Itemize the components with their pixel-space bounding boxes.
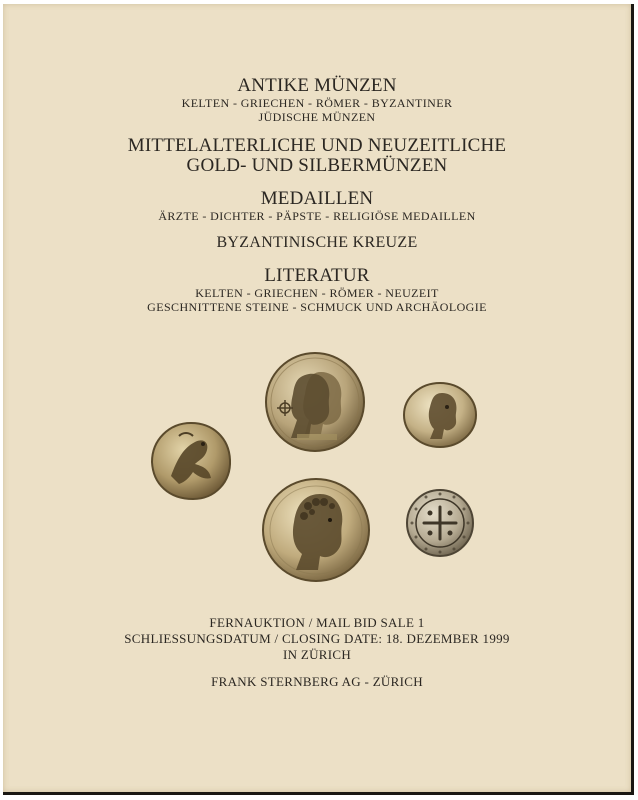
antike-subtitle-2: JÜDISCHE MÜNZEN: [258, 110, 376, 124]
mittelalter-title-2: GOLD- UND SILBERMÜNZEN: [186, 155, 448, 176]
antike-title: ANTIKE MÜNZEN: [237, 75, 397, 96]
medaillen-title: MEDAILLEN: [260, 188, 374, 209]
sale-title: FERNAUKTION / MAIL BID SALE 1: [209, 615, 425, 630]
literatur-title: LITERATUR: [264, 265, 370, 286]
antike-subtitle-1: KELTEN - GRIECHEN - RÖMER - BYZANTINER: [181, 96, 453, 110]
closing-date: SCHLIESSUNGSDATUM / CLOSING DATE: 18. DEZEMBER 1999: [124, 631, 510, 646]
right-border: [631, 4, 634, 792]
eagle-coin: [149, 420, 233, 502]
bottom-border: [3, 792, 634, 795]
publisher-name: FRANK STERNBERG AG - ZÜRICH: [211, 674, 423, 689]
mittelalter-title-1: MITTELALTERLICHE UND NEUZEITLICHE: [127, 135, 507, 156]
catalog-cover: [3, 4, 631, 792]
portrait-gold-coin: [402, 381, 478, 449]
kreuze-title: BYZANTINISCHE KREUZE: [216, 234, 418, 251]
silver-cross-coin: [404, 487, 476, 559]
double-portrait-coin: [263, 350, 367, 454]
sale-location: IN ZÜRICH: [282, 647, 352, 662]
literatur-subtitle-2: GESCHNITTENE STEINE - SCHMUCK UND ARCHÄOLOGIE: [147, 300, 487, 314]
literatur-subtitle-1: KELTEN - GRIECHEN - RÖMER - NEUZEIT: [195, 286, 439, 300]
laureate-emperor-coin: [260, 476, 372, 584]
medaillen-subtitle: ÄRZTE - DICHTER - PÄPSTE - RELIGIÖSE MEDAILLEN: [158, 209, 476, 223]
